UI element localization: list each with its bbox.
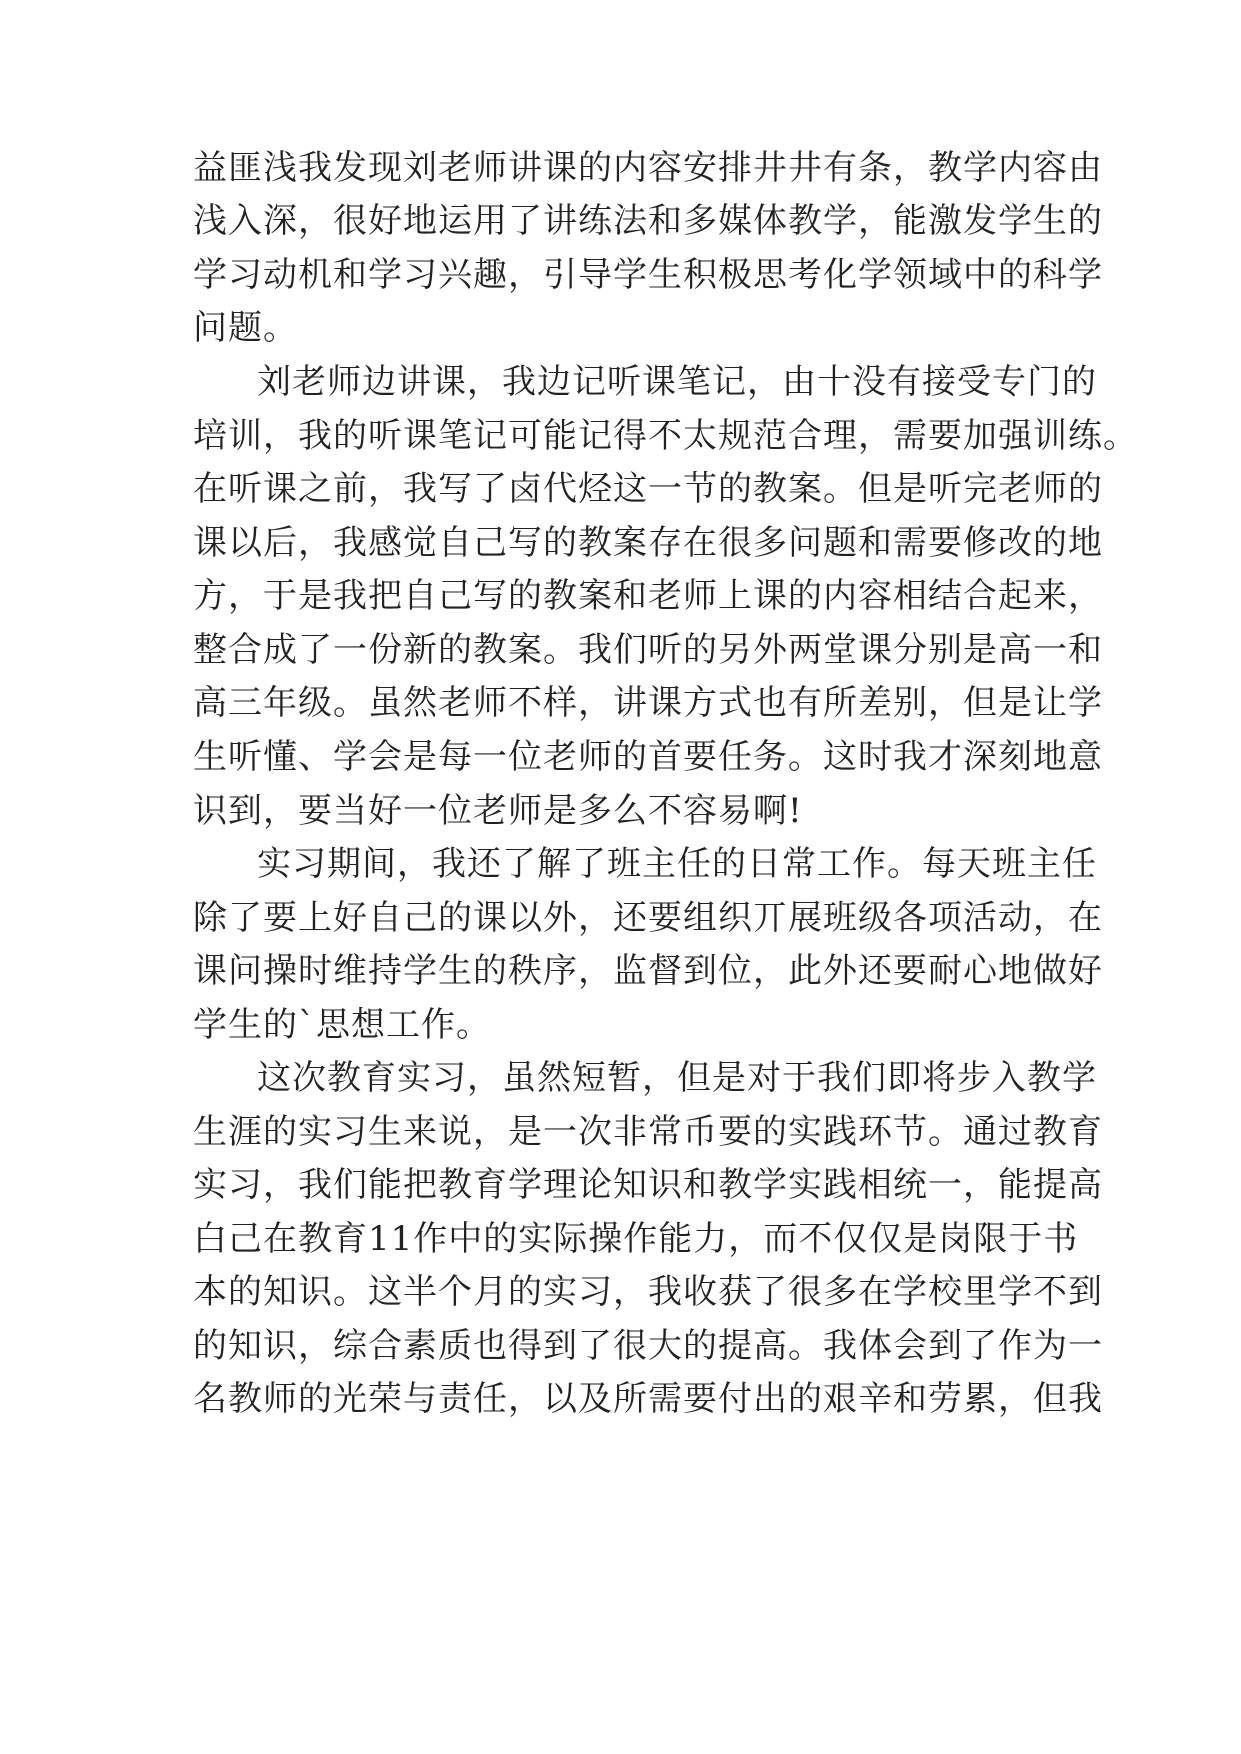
text-line: 课问操时维持学生的秩序，监督到位，此外还要耐心地做好 (193, 951, 1103, 991)
text-line: 实习，我们能把教育学理论知识和教学实践相统一，能提高 (193, 1165, 1103, 1205)
text-line: 整合成了一份新的教案。我们听的另外两堂课分别是高一和 (193, 630, 1103, 670)
text-line: 浅入深，很好地运用了讲练法和多媒体教学，能激发学生的 (193, 201, 1103, 241)
text-line: 生涯的实习生来说，是一次非常币要的实践环节。通过教育 (193, 1112, 1103, 1152)
text-line: 课以后，我感觉自己写的教案存在很多问题和需要修改的地 (193, 523, 1103, 563)
text-line: 本的知识。这半个月的实习，我收获了很多在学校里学不到 (193, 1272, 1103, 1312)
text-line: 名教师的光荣与责任，以及所需要付出的艰辛和劳累，但我 (193, 1379, 1103, 1419)
text-line: 在听课之前，我写了卤代烃这一节的教案。但是听完老师的 (193, 469, 1103, 509)
text-line: 高三年级。虽然老师不样，讲课方式也有所差别，但是让学 (193, 683, 1103, 723)
text-line: 益匪浅我发现刘老师讲课的内容安排井井有条，教学内容由 (193, 148, 1103, 188)
text-line: 培训，我的听课笔记可能记得不太规范合理，需要加强训练。 (193, 416, 1138, 456)
text-line: 的知识，综合素质也得到了很大的提高。我体会到了作为一 (193, 1326, 1103, 1366)
text-line: 生听懂、学会是每一位老师的首要任务。这时我才深刻地意 (193, 737, 1103, 777)
text-line: 识到，要当好一位老师是多么不容易啊! (193, 791, 803, 831)
paragraph-first-line: 这次教育实习，虽然短暂，但是对于我们即将步入教学 (257, 1058, 1097, 1098)
text-line: 除了要上好自己的课以外，还要组织丌展班级各项活动，在 (193, 898, 1103, 938)
text-line: 学生的`思想工作。 (193, 1005, 491, 1045)
text-line: 白己在教育11作中的实际操作能力，而不仅仅是岗限于书 (193, 1219, 1079, 1259)
paragraph-first-line: 刘老师边讲课，我边记听课笔记，由十没有接受专门的 (257, 362, 1097, 402)
text-line: 学习动机和学习兴趣，引导学生积极思考化学领域中的科学 (193, 255, 1103, 295)
text-line: 方，于是我把自己写的教案和老师上课的内容相结合起来， (193, 576, 1103, 616)
paragraph-first-line: 实习期间，我还了解了班主任的日常工作。每天班主任 (257, 844, 1097, 884)
text-line: 问题。 (193, 308, 298, 348)
